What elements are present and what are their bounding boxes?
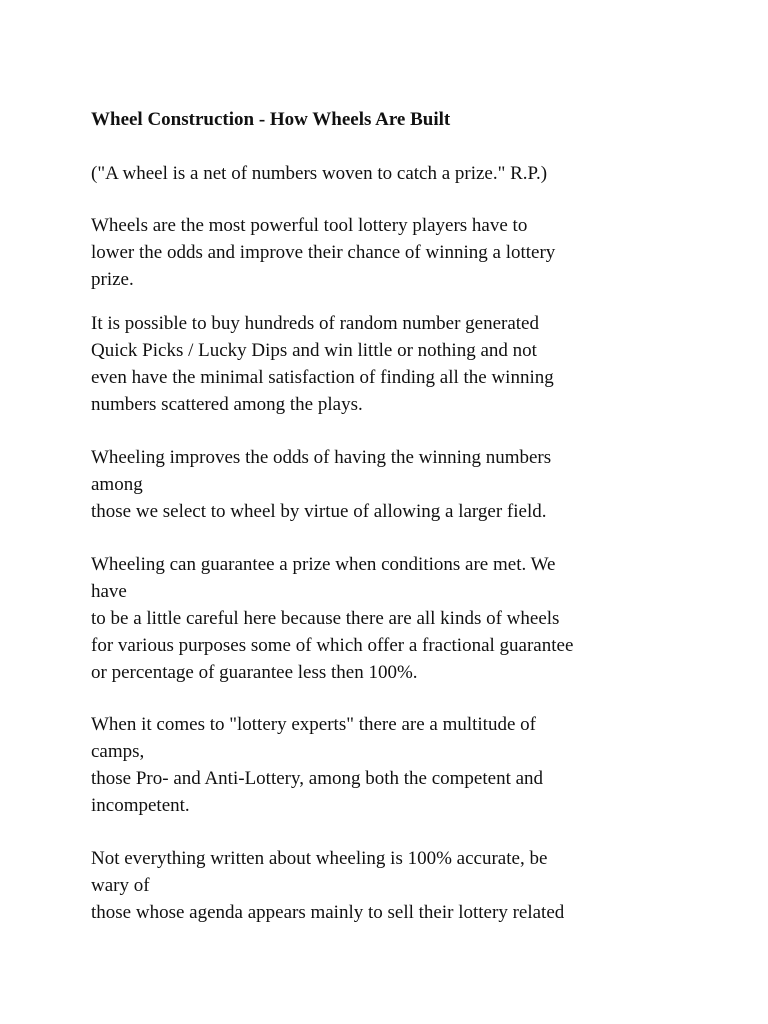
text-line: those we select to wheel by virtue of allowing a larger field. — [91, 501, 547, 522]
text-line: Quick Picks / Lucky Dips and win little or nothing and not — [91, 340, 537, 361]
text-line: numbers scattered among the plays. — [91, 394, 363, 415]
text-line: Wheels are the most powerful tool lottery players have to — [91, 215, 528, 236]
paragraph-guarantee — [91, 551, 711, 686]
text-line: those Pro- and Anti-Lottery, among both the competent and — [91, 768, 544, 789]
text-line: among — [91, 474, 143, 495]
text-line: Wheeling can guarantee a prize when conditions are met. We — [91, 554, 556, 575]
document-title: Wheel Construction - How Wheels Are Built — [91, 109, 451, 130]
paragraph-accuracy — [91, 845, 711, 926]
text-line: to be a little careful here because there are all kinds of wheels — [91, 608, 560, 629]
text-line: Wheeling improves the odds of having the winning numbers — [91, 447, 552, 468]
paragraph-quick-picks — [91, 310, 711, 418]
text-line: wary of — [91, 875, 150, 896]
text-line: ("A wheel is a net of numbers woven to catch a prize." R.P.) — [91, 163, 548, 184]
paragraph-quote — [91, 160, 711, 187]
text-line: It is possible to buy hundreds of random number generated — [91, 313, 539, 334]
text-line: or percentage of guarantee less then 100%. — [91, 662, 418, 683]
text-line: camps, — [91, 741, 145, 762]
paragraph-wheeling-odds — [91, 444, 711, 525]
text-line: for various purposes some of which offer a fractional guarantee — [91, 635, 574, 656]
text-line: prize. — [91, 269, 134, 290]
paragraph-lottery-experts — [91, 711, 711, 819]
text-line: have — [91, 581, 127, 602]
paragraph-wheels-intro — [91, 212, 711, 293]
text-line: lower the odds and improve their chance of winning a lottery — [91, 242, 556, 263]
text-line: incompetent. — [91, 795, 190, 816]
text-line: Not everything written about wheeling is 100% accurate, be — [91, 848, 548, 869]
text-line: even have the minimal satisfaction of finding all the winning — [91, 367, 554, 388]
text-line: When it comes to "lottery experts" there are a multitude of — [91, 714, 536, 735]
text-line: those whose agenda appears mainly to sell their lottery related — [91, 902, 565, 923]
